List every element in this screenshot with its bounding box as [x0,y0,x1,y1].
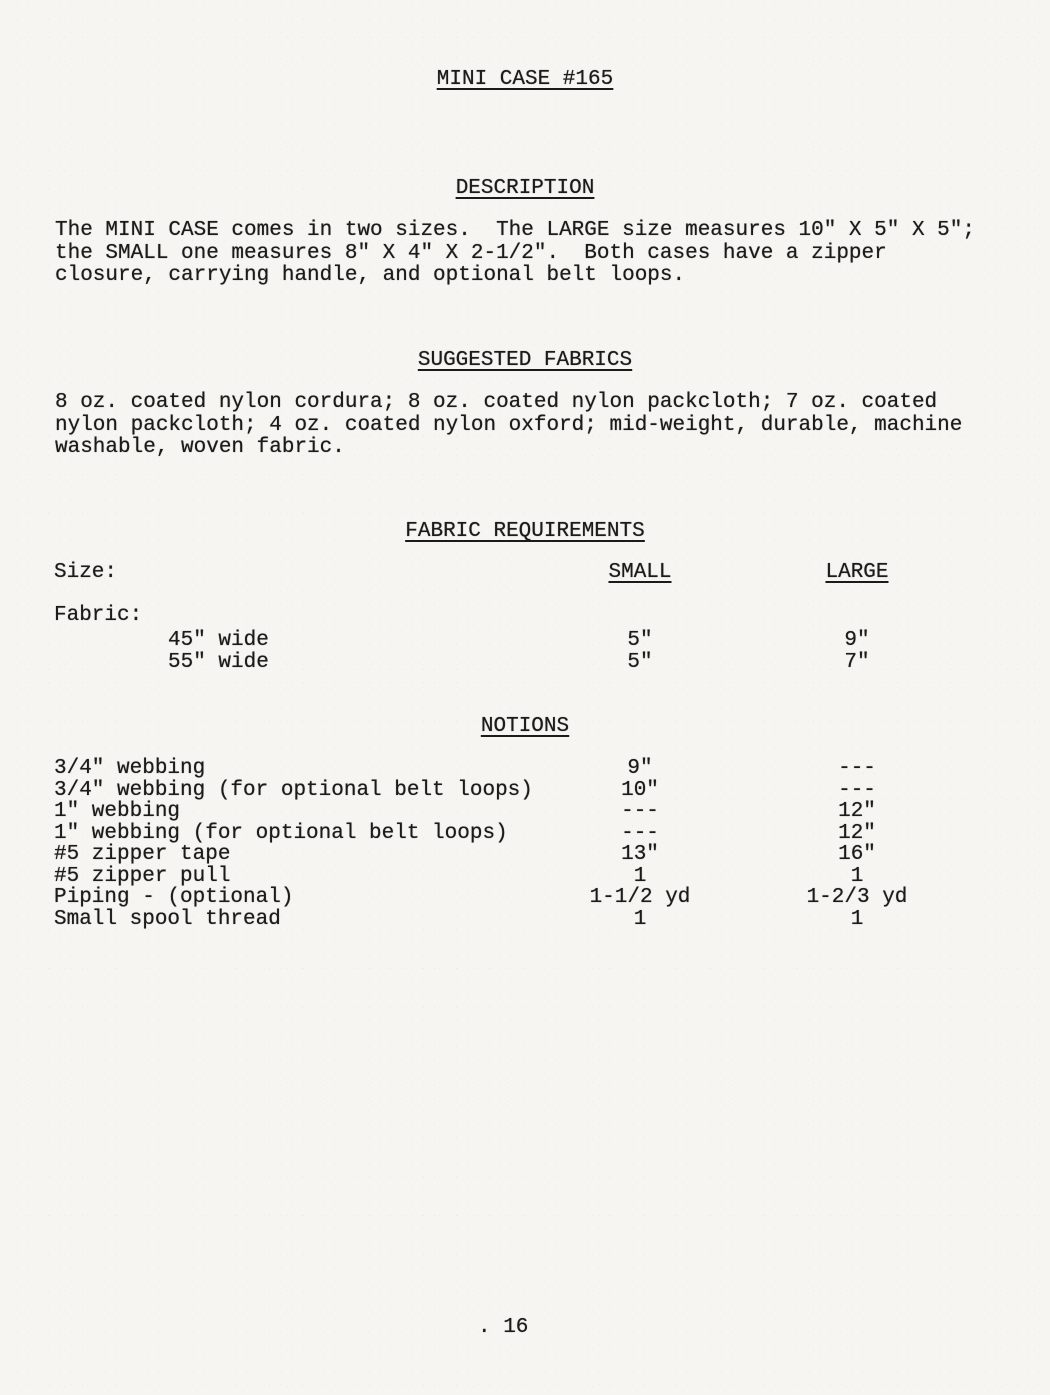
notion-small-value: 13" [621,843,659,866]
table-row [0,801,1050,823]
suggested-fabrics-heading: SUGGESTED FABRICS [417,349,633,372]
page-title: MINI CASE #165 [436,68,614,91]
table-row [0,844,1050,866]
size-header-row [0,562,1050,584]
notion-label: Piping - (optional) [54,886,294,909]
notion-label: 3/4" webbing [54,757,206,780]
notion-large-value: 12" [838,822,876,845]
page-number: . 16 [478,1316,529,1339]
table-row [0,866,1050,888]
suggested-fabrics-line: 8 oz. coated nylon cordura; 8 oz. coated nylon packcloth; 7 oz. coated [55,391,938,414]
table-row [0,630,1050,652]
column-header-small: SMALL [608,561,672,584]
notion-label: 1" webbing (for optional belt loops) [54,822,508,845]
notion-label: 3/4" webbing (for optional belt loops) [54,779,533,802]
description-line: the SMALL one measures 8" X 4" X 2-1/2". Both cases have a zipper [55,241,887,265]
suggested-fabrics-line: washable, woven fabric. [55,436,345,459]
description-heading: DESCRIPTION [455,177,595,200]
notion-small-value: 1-1/2 yd [589,886,691,909]
fabric-row-small-value: 5" [627,651,653,674]
description-paragraph [55,220,975,288]
notion-large-value: --- [838,757,876,780]
column-header-large: LARGE [825,561,889,584]
fabric-row-label: 55" wide [168,651,269,674]
notion-label: Small spool thread [54,908,281,931]
fabric-row-large-value: 9" [844,629,870,652]
fabric-label-row [0,605,1050,627]
notion-label: 1" webbing [54,800,181,823]
table-row [0,887,1050,909]
notion-small-value: 10" [621,779,659,802]
fabric-row-small-value: 5" [627,629,653,652]
suggested-fabrics-paragraph [55,392,962,460]
fabric-row-label: 45" wide [168,629,269,652]
notion-large-value: 1-2/3 yd [806,886,908,909]
notion-large-value: --- [838,779,876,802]
notion-large-value: 1 [850,908,864,931]
notion-large-value: 16" [838,843,876,866]
suggested-fabrics-line: nylon packcloth; 4 oz. coated nylon oxford; mid-weight, durable, machine [55,413,963,437]
table-row [0,823,1050,845]
notion-small-value: 1 [633,908,647,931]
description-line: closure, carrying handle, and optional belt loops. [55,264,686,287]
notions-heading: NOTIONS [480,715,570,738]
notion-label: #5 zipper tape [54,843,231,866]
notion-small-value: --- [621,800,659,823]
size-label: Size: [54,561,118,584]
table-row [0,758,1050,780]
table-row [0,652,1050,674]
notion-large-value: 12" [838,800,876,823]
fabric-requirements-heading: FABRIC REQUIREMENTS [405,520,645,543]
table-row [0,909,1050,931]
description-line: The MINI CASE comes in two sizes. The LARGE size measures 10" X 5" X 5"; [55,219,975,242]
notion-large-value: 1 [850,865,864,888]
notion-small-value: 9" [627,757,653,780]
notion-label: #5 zipper pull [54,865,231,888]
notion-small-value: --- [621,822,659,845]
notion-small-value: 1 [633,865,647,888]
table-row [0,780,1050,802]
fabric-row-large-value: 7" [844,651,870,674]
fabric-label: Fabric: [54,604,143,627]
